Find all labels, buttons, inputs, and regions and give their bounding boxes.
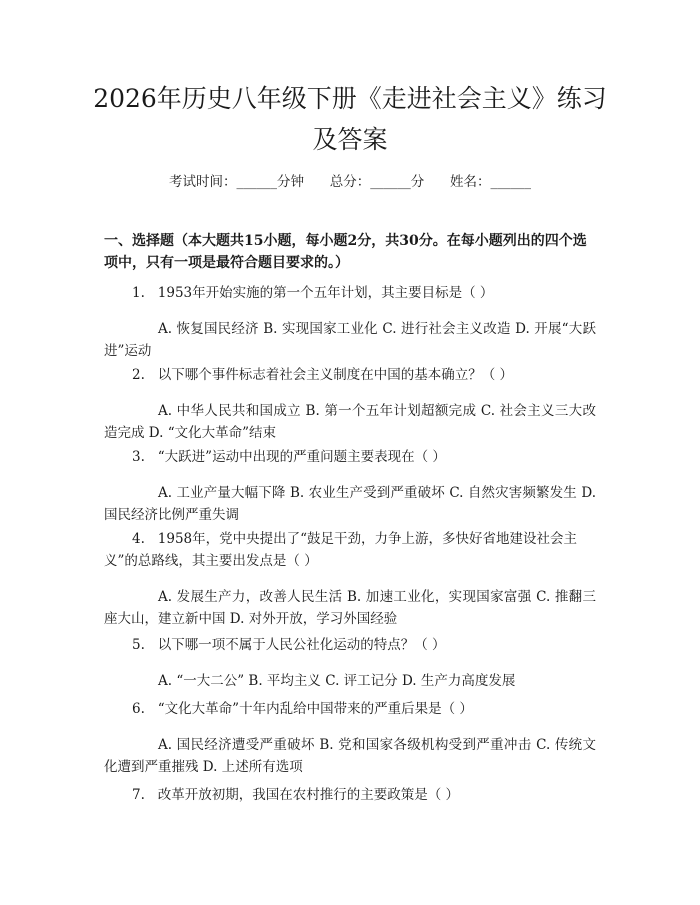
question-4 bbox=[104, 528, 596, 630]
question-3 bbox=[104, 446, 596, 526]
question-options: A. 工业产量大幅下降 B. 农业生产受到严重破坏 C. 自然灾害频繁发生 D. 国民经济比例严重失调 bbox=[104, 485, 596, 523]
question-text: 1958年，党中央提出了“鼓足干劲，力争上游，多快好省地建设社会主义”的总路线，其主要出发点是（ ） bbox=[104, 531, 578, 569]
question-number: 4. bbox=[132, 531, 145, 547]
section-heading: 一、选择题（本大题共15小题，每小题2分，共30分。在每小题列出的四个选项中，只有一项是最符合题目要求的。） bbox=[104, 233, 587, 271]
question-text: 改革开放初期，我国在农村推行的主要政策是（ ） bbox=[157, 787, 460, 803]
question-options: A. 国民经济遭受严重破坏 B. 党和国家各级机构受到严重冲击 C. 传统文化遭到严重摧残 D. 上述所有选项 bbox=[104, 737, 596, 775]
question-text: “文化大革命”十年内乱给中国带来的严重后果是（ ） bbox=[157, 701, 473, 717]
question-6 bbox=[104, 698, 596, 778]
question-number: 1. bbox=[132, 285, 145, 301]
question-number: 5. bbox=[132, 637, 145, 653]
question-7 bbox=[104, 784, 596, 806]
question-number: 7. bbox=[132, 787, 145, 803]
question-text: 1953年开始实施的第一个五年计划，其主要目标是（ ） bbox=[157, 285, 494, 301]
question-options: A. “一大二公” B. 平均主义 C. 评工记分 D. 生产力高度发展 bbox=[158, 673, 516, 689]
question-5 bbox=[104, 634, 596, 692]
question-text: 以下哪一项不属于人民公社化运动的特点？（ ） bbox=[157, 637, 446, 653]
document-title: 2026年历史八年级下册《走进社会主义》练习及答案 bbox=[93, 84, 607, 154]
question-number: 6. bbox=[132, 701, 145, 717]
exam-info-line: 考试时间：______分钟 总分：______分 姓名：______ bbox=[169, 174, 531, 190]
question-number: 3. bbox=[132, 449, 145, 465]
question-1 bbox=[104, 282, 596, 362]
question-2 bbox=[104, 364, 596, 444]
question-options: A. 发展生产力，改善人民生活 B. 加速工业化，实现国家富强 C. 推翻三座大山，建立新中国 D. 对外开放，学习外国经验 bbox=[104, 589, 596, 627]
question-number: 2. bbox=[132, 367, 145, 383]
question-text: “大跃进”运动中出现的严重问题主要表现在（ ） bbox=[157, 449, 446, 465]
question-options: A. 中华人民共和国成立 B. 第一个五年计划超额完成 C. 社会主义三大改造完成 D. “文化大革命”结束 bbox=[104, 403, 596, 441]
question-text: 以下哪个事件标志着社会主义制度在中国的基本确立？（ ） bbox=[157, 367, 514, 383]
question-options: A. 恢复国民经济 B. 实现国家工业化 C. 进行社会主义改造 D. 开展“大跃进”运动 bbox=[104, 321, 596, 359]
